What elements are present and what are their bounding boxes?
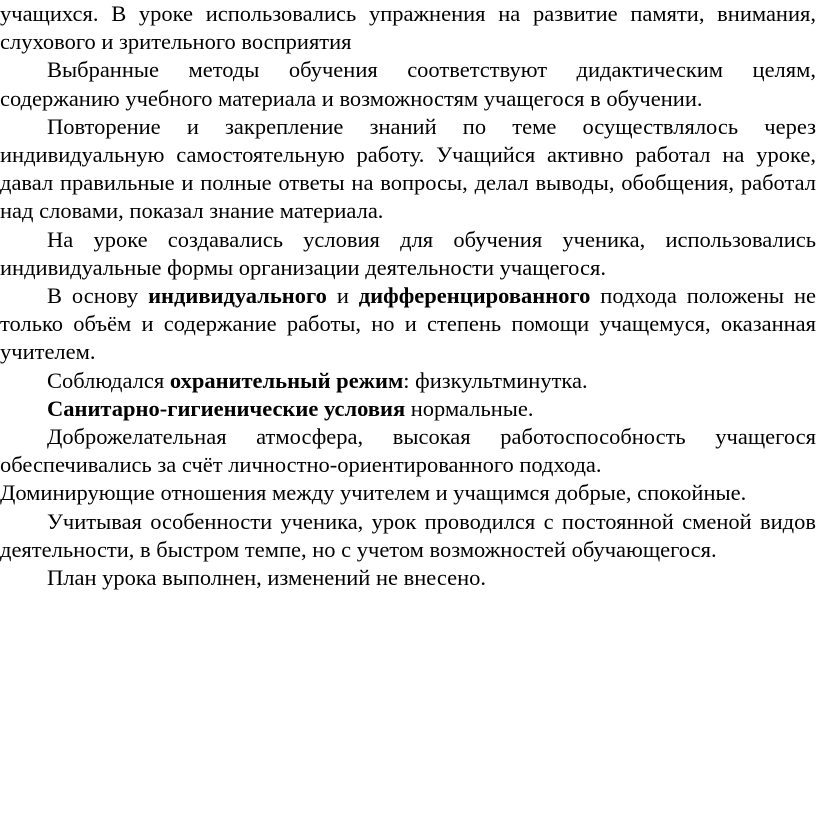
bold-term-differentiated: дифференцированного: [358, 283, 591, 309]
paragraph-features: Учитывая особенности ученика, урок проводился с постоянной сменой видов деятельности, в быстром темпе, но с учетом возможностей обучающегося.: [0, 508, 816, 562]
text-run: : физкультминутка.: [403, 367, 588, 393]
paragraph-plan: План урока выполнен, изменений не внесено.: [47, 565, 487, 591]
bold-term-individual: индивидуального: [148, 283, 327, 309]
text-run: и: [326, 283, 359, 309]
paragraph-repetition: Повторение и закрепление знаний по теме осуществлялось через индивидуальную самостоятельную работу. Учащийся активно работал на уроке, давал правильные и полные ответы на вопросы, делал выводы, обобщения, работал над словами, показал знание материала.: [0, 113, 816, 224]
text-run: подхода положены не только объём и содержание работы, но и степень помощи учащемуся, оказанная учителем.: [0, 283, 816, 365]
paragraph-regime: [0, 367, 816, 395]
bold-term-protective-regime: охранительный режим: [169, 367, 404, 393]
paragraph-atmosphere: Доброжелательная атмосфера, высокая работоспособность учащегося обеспечивались за счёт личностно-ориентированного подхода.: [0, 424, 816, 478]
paragraph-sanitary: [0, 395, 816, 423]
paragraph-conditions: На уроке создавались условия для обучения ученика, использовались индивидуальные формы организации деятельности учащегося.: [0, 226, 816, 280]
text-run: В основу: [47, 283, 149, 309]
text-run: нормальные.: [405, 395, 534, 421]
text-run: Соблюдался: [47, 367, 170, 393]
paragraph-approach: [0, 282, 816, 367]
paragraph-methods: Выбранные методы обучения соответствуют дидактическим целям, содержанию учебного материала и возможностям учащегося в обучении.: [0, 57, 816, 111]
bold-term-sanitary-conditions: Санитарно-гигиенические условия: [47, 395, 406, 421]
paragraph-continuation: учащихся. В уроке использовались упражнения на развитие памяти, внимания, слухового и зрительного восприятия: [0, 1, 816, 55]
paragraph-relations: Доминирующие отношения между учителем и учащимся добрые, спокойные.: [0, 480, 747, 506]
